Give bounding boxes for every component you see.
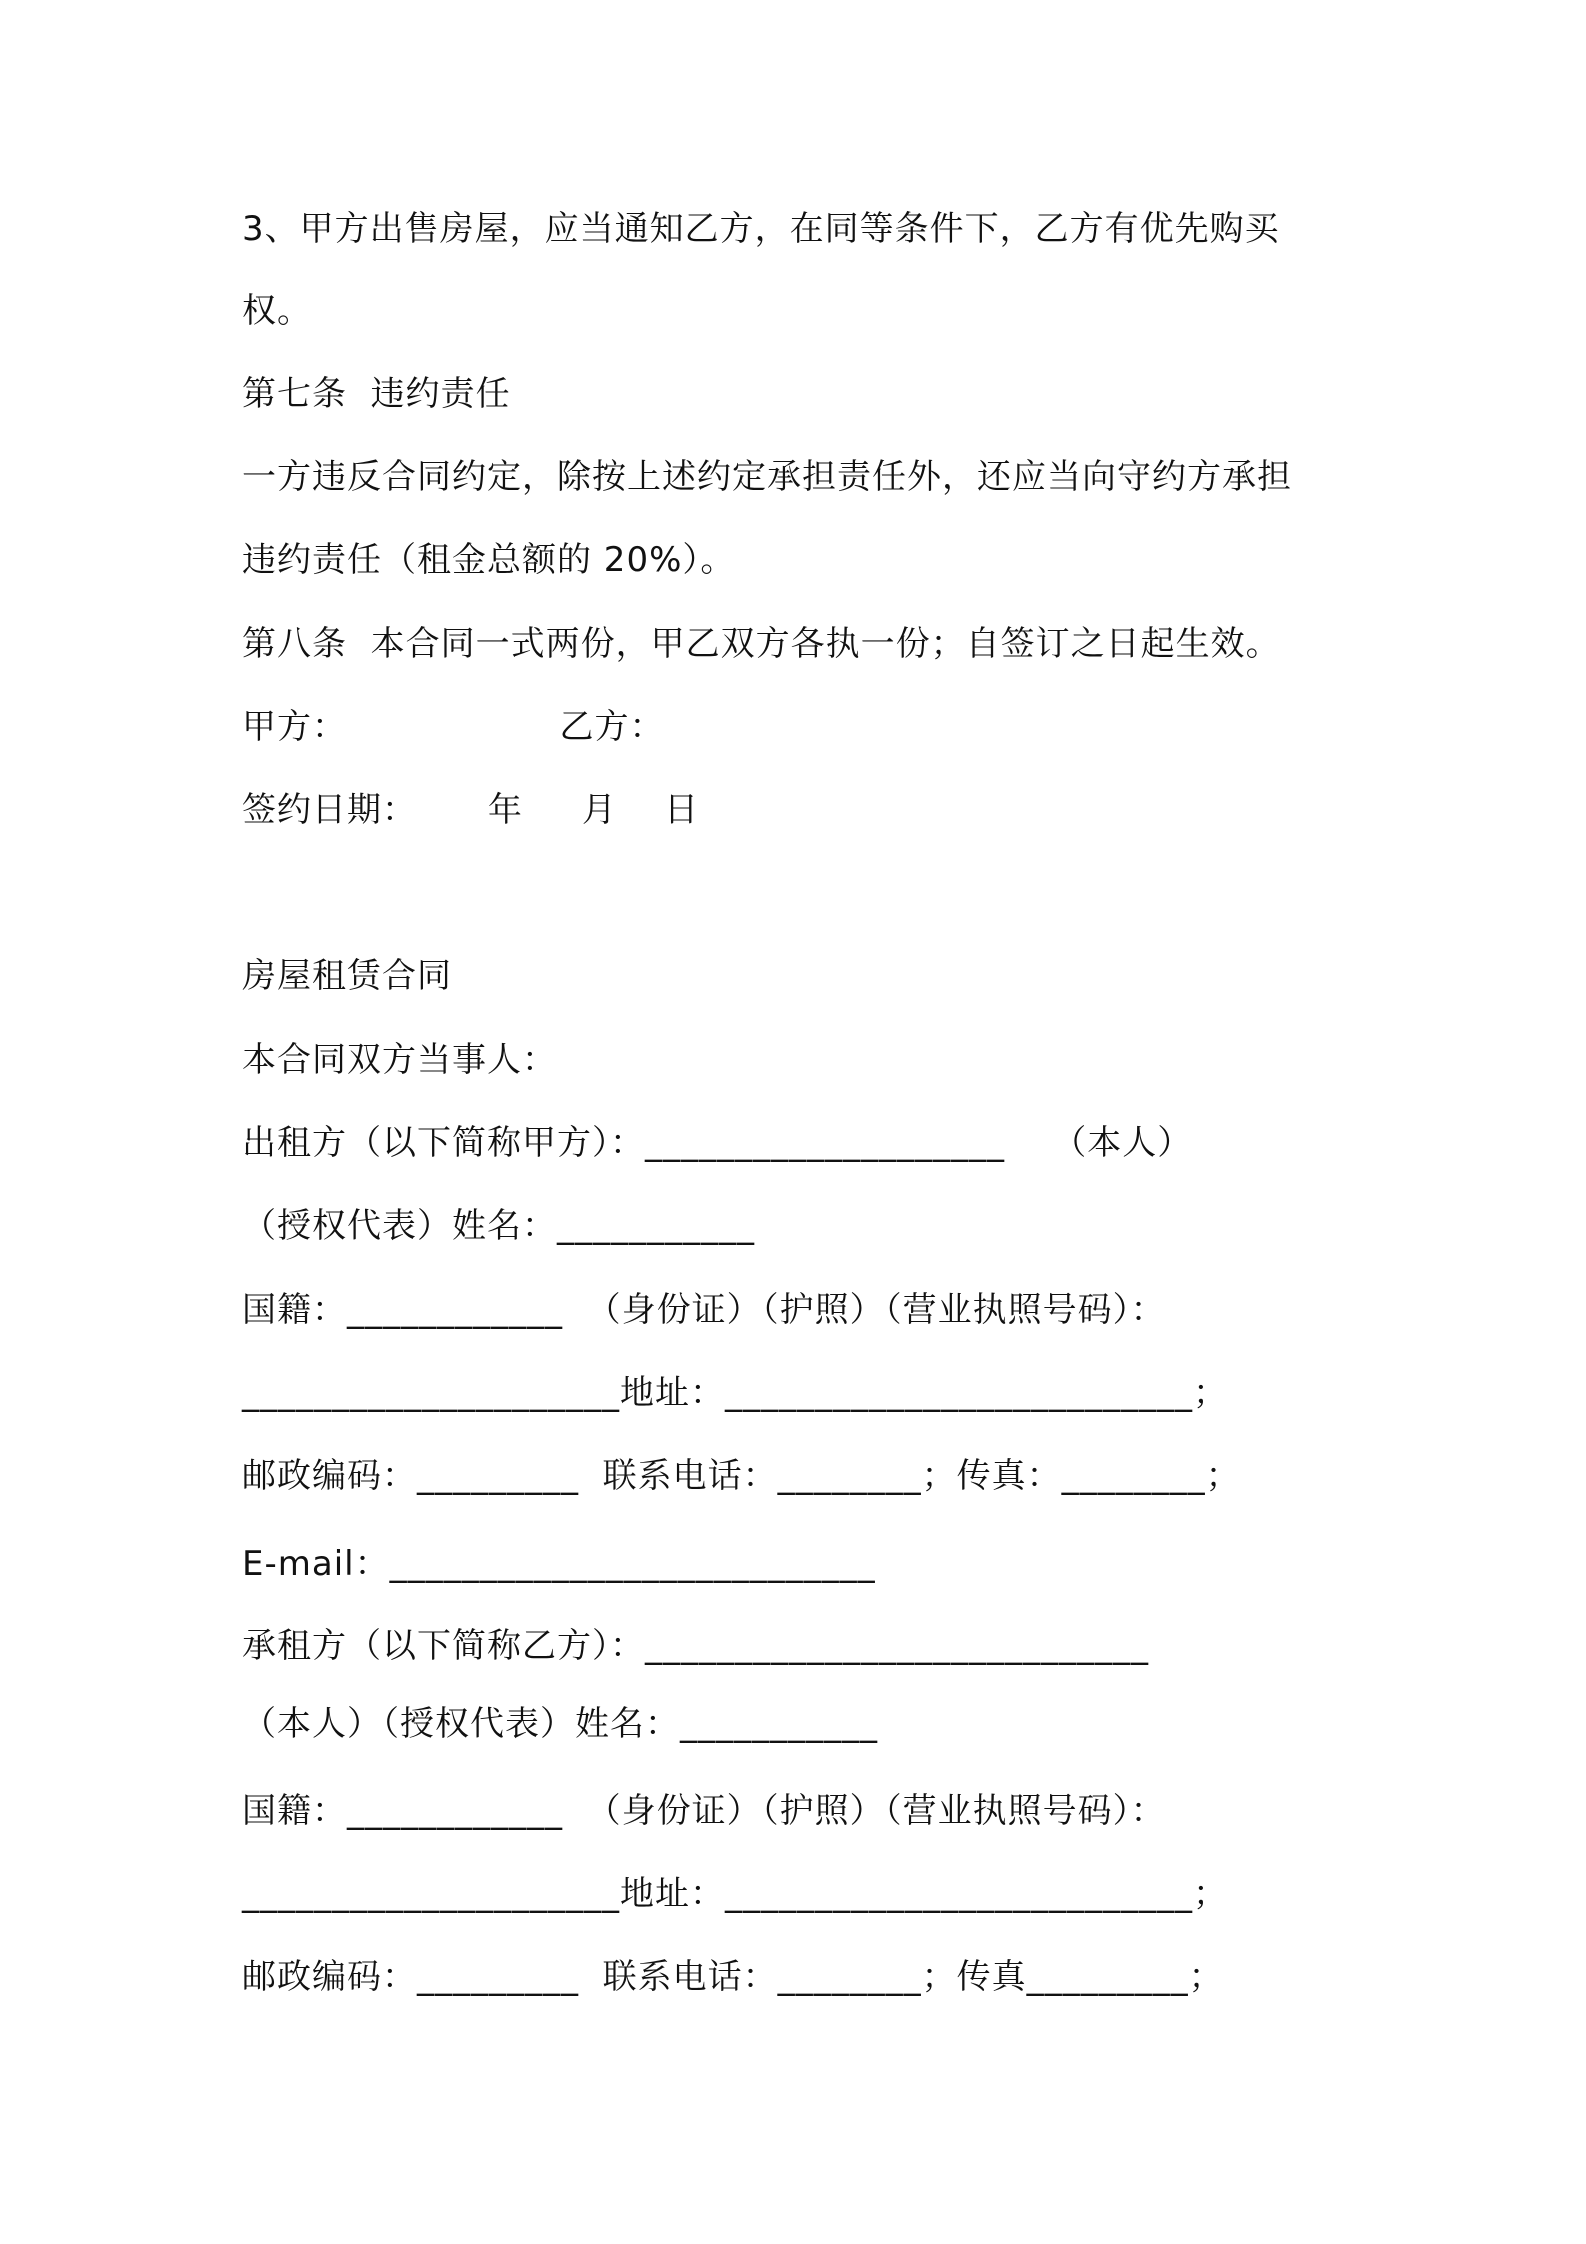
signature-parties: 甲方： 乙方： xyxy=(242,707,665,747)
article-7-text-line-2: 违约责任（租金总额的 20%）。 xyxy=(242,540,736,580)
lessee-nationality-line: 国籍：____________ （身份证）（护照）（营业执照号码）： xyxy=(242,1791,1166,1831)
article-7-text-line-1: 一方违反合同约定，除按上述约定承担责任外，还应当向守约方承担 xyxy=(242,457,1292,497)
clause-6-item-3-line-1: 3、甲方出售房屋，应当通知乙方，在同等条件下，乙方有优先购买 xyxy=(242,209,1280,249)
signing-date: 签约日期： 年 月 日 xyxy=(242,790,700,830)
article-7-heading: 第七条 违约责任 xyxy=(242,374,511,414)
lessor-email-line: E-mail：___________________________ xyxy=(242,1544,876,1584)
lessee-line: 承租方（以下简称乙方）：____________________________ xyxy=(242,1626,1149,1666)
clause-6-item-3-line-2: 权。 xyxy=(242,291,312,331)
lessor-representative-line: （授权代表）姓名：___________ xyxy=(242,1206,755,1246)
lessor-line: 出租方（以下简称甲方）：____________________ （本人） xyxy=(242,1123,1193,1163)
lessor-address-line: _____________________地址：__________________________； xyxy=(242,1373,1228,1413)
lessor-nationality-line: 国籍：____________ （身份证）（护照）（营业执照号码）： xyxy=(242,1290,1166,1330)
parties-intro: 本合同双方当事人： xyxy=(242,1040,557,1080)
contract-title: 房屋租赁合同 xyxy=(242,956,452,996)
article-8-text: 第八条 本合同一式两份，甲乙双方各执一份；自签订之日起生效。 xyxy=(242,624,1281,664)
lessee-contact-line: 邮政编码：_________ 联系电话：________；传真_________； xyxy=(242,1957,1224,1997)
lessee-address-line: _____________________地址：__________________________； xyxy=(242,1874,1228,1914)
lessor-contact-line: 邮政编码：_________ 联系电话：________；传真：________； xyxy=(242,1456,1241,1496)
lessee-representative-line: （本人）（授权代表）姓名：___________ xyxy=(242,1704,878,1744)
